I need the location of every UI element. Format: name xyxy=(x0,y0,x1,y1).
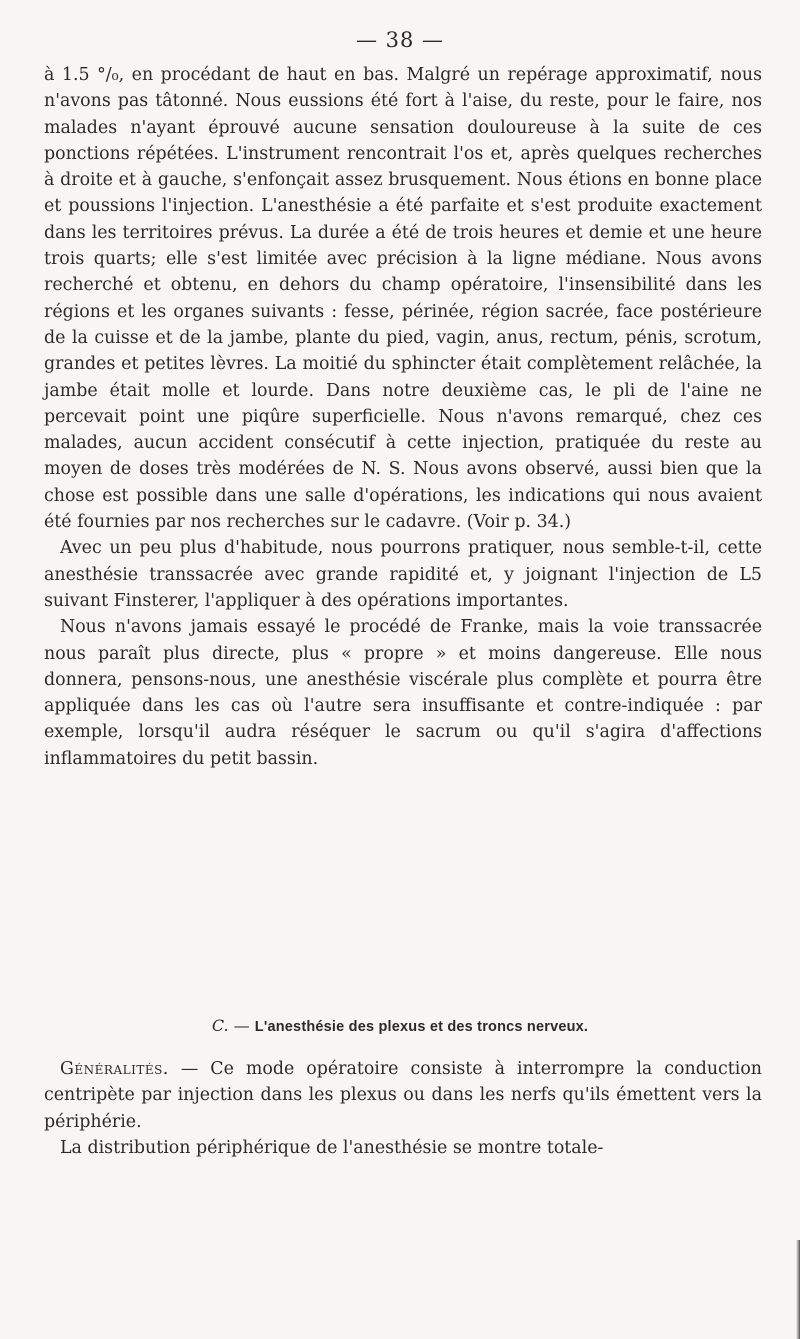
section-paragraph-1-text: — Ce mode opératoire consiste à interrompre la conduction centripète par injection dans les plexus ou dans les nerfs qu'ils émettent vers la périphérie. xyxy=(44,1059,762,1132)
paragraph-3: Nous n'avons jamais essayé le procédé de Franke, mais la voie transsacrée nous paraît plus directe, plus « propre » et moins dangereuse. Elle nous donnera, pensons-nous, une anesthésie viscérale plus complète et pourra être appliquée dans les cas où l'autre sera insuffisante et contre-indiquée : par exemple, lorsqu'il audra réséquer le sacrum ou qu'il s'agira d'affections inflammatoires du petit bassin. xyxy=(44,617,762,769)
paragraph-2: Avec un peu plus d'habitude, nous pourrons pratiquer, nous semble-t-il, cette anesthésie transsacrée avec grande rapidité et, y joignant l'injection de L5 suivant Finsterer, l'appliquer à des opérations importantes. xyxy=(44,538,762,611)
page-number: — 38 — xyxy=(355,28,445,52)
section-lead: Généralités. xyxy=(60,1059,169,1079)
page-edge-shadow xyxy=(796,1240,800,1339)
section-heading xyxy=(0,1016,800,1035)
section-paragraph-1 xyxy=(44,1056,762,1135)
section-dash: — xyxy=(228,1016,255,1035)
section-paragraph-2: La distribution périphérique de l'anesthésie se montre totale- xyxy=(60,1137,604,1158)
section-title: L'anesthésie des plexus et des troncs nerveux. xyxy=(254,1019,589,1035)
section-text xyxy=(44,1056,762,1161)
section-letter: C. xyxy=(211,1016,229,1035)
paragraph-1: à 1.5 °/₀, en procédant de haut en bas. Malgré un repérage approximatif, nous n'avons pas tâtonné. Nous eussions été fort à l'aise, du reste, pour le faire, nos malades n'ayant éprouvé aucune sensation douloureuse à la suite de ces ponctions répétées. L'instrument rencontrait l'os et, après quelques recherches à droite et à gauche, s'enfonçait assez brusquement. Nous étions en bonne place et poussions l'injection. L'anesthésie a été parfaite et s'est produite exactement dans les territoires prévus. La durée a été de trois heures et demie et une heure trois quarts; elle s'est limitée avec précision à la ligne médiane. Nous avons recherché et obtenu, en dehors du champ opératoire, l'insensibilité dans les régions et les organes suivants : fesse, périnée, région sacrée, face postérieure de la cuisse et de la jambe, plante du pied, vagin, anus, rectum, pénis, scrotum, grandes et petites lèvres. La moitié du sphincter était complètement relâchée, la jambe était molle et lourde. Dans notre deuxième cas, le pli de l'aine ne percevait point une piqûre superficielle. Nous n'avons remarqué, chez ces malades, aucun accident consécutif à cette injection, pratiquée du reste au moyen de doses très modérées de N. S. Nous avons observé, aussi bien que la chose est possible dans une salle d'opérations, les indications qui nous avaient été fournies par nos recherches sur le cadavre. (Voir p. 34.) xyxy=(44,65,762,533)
body-text xyxy=(44,62,762,772)
